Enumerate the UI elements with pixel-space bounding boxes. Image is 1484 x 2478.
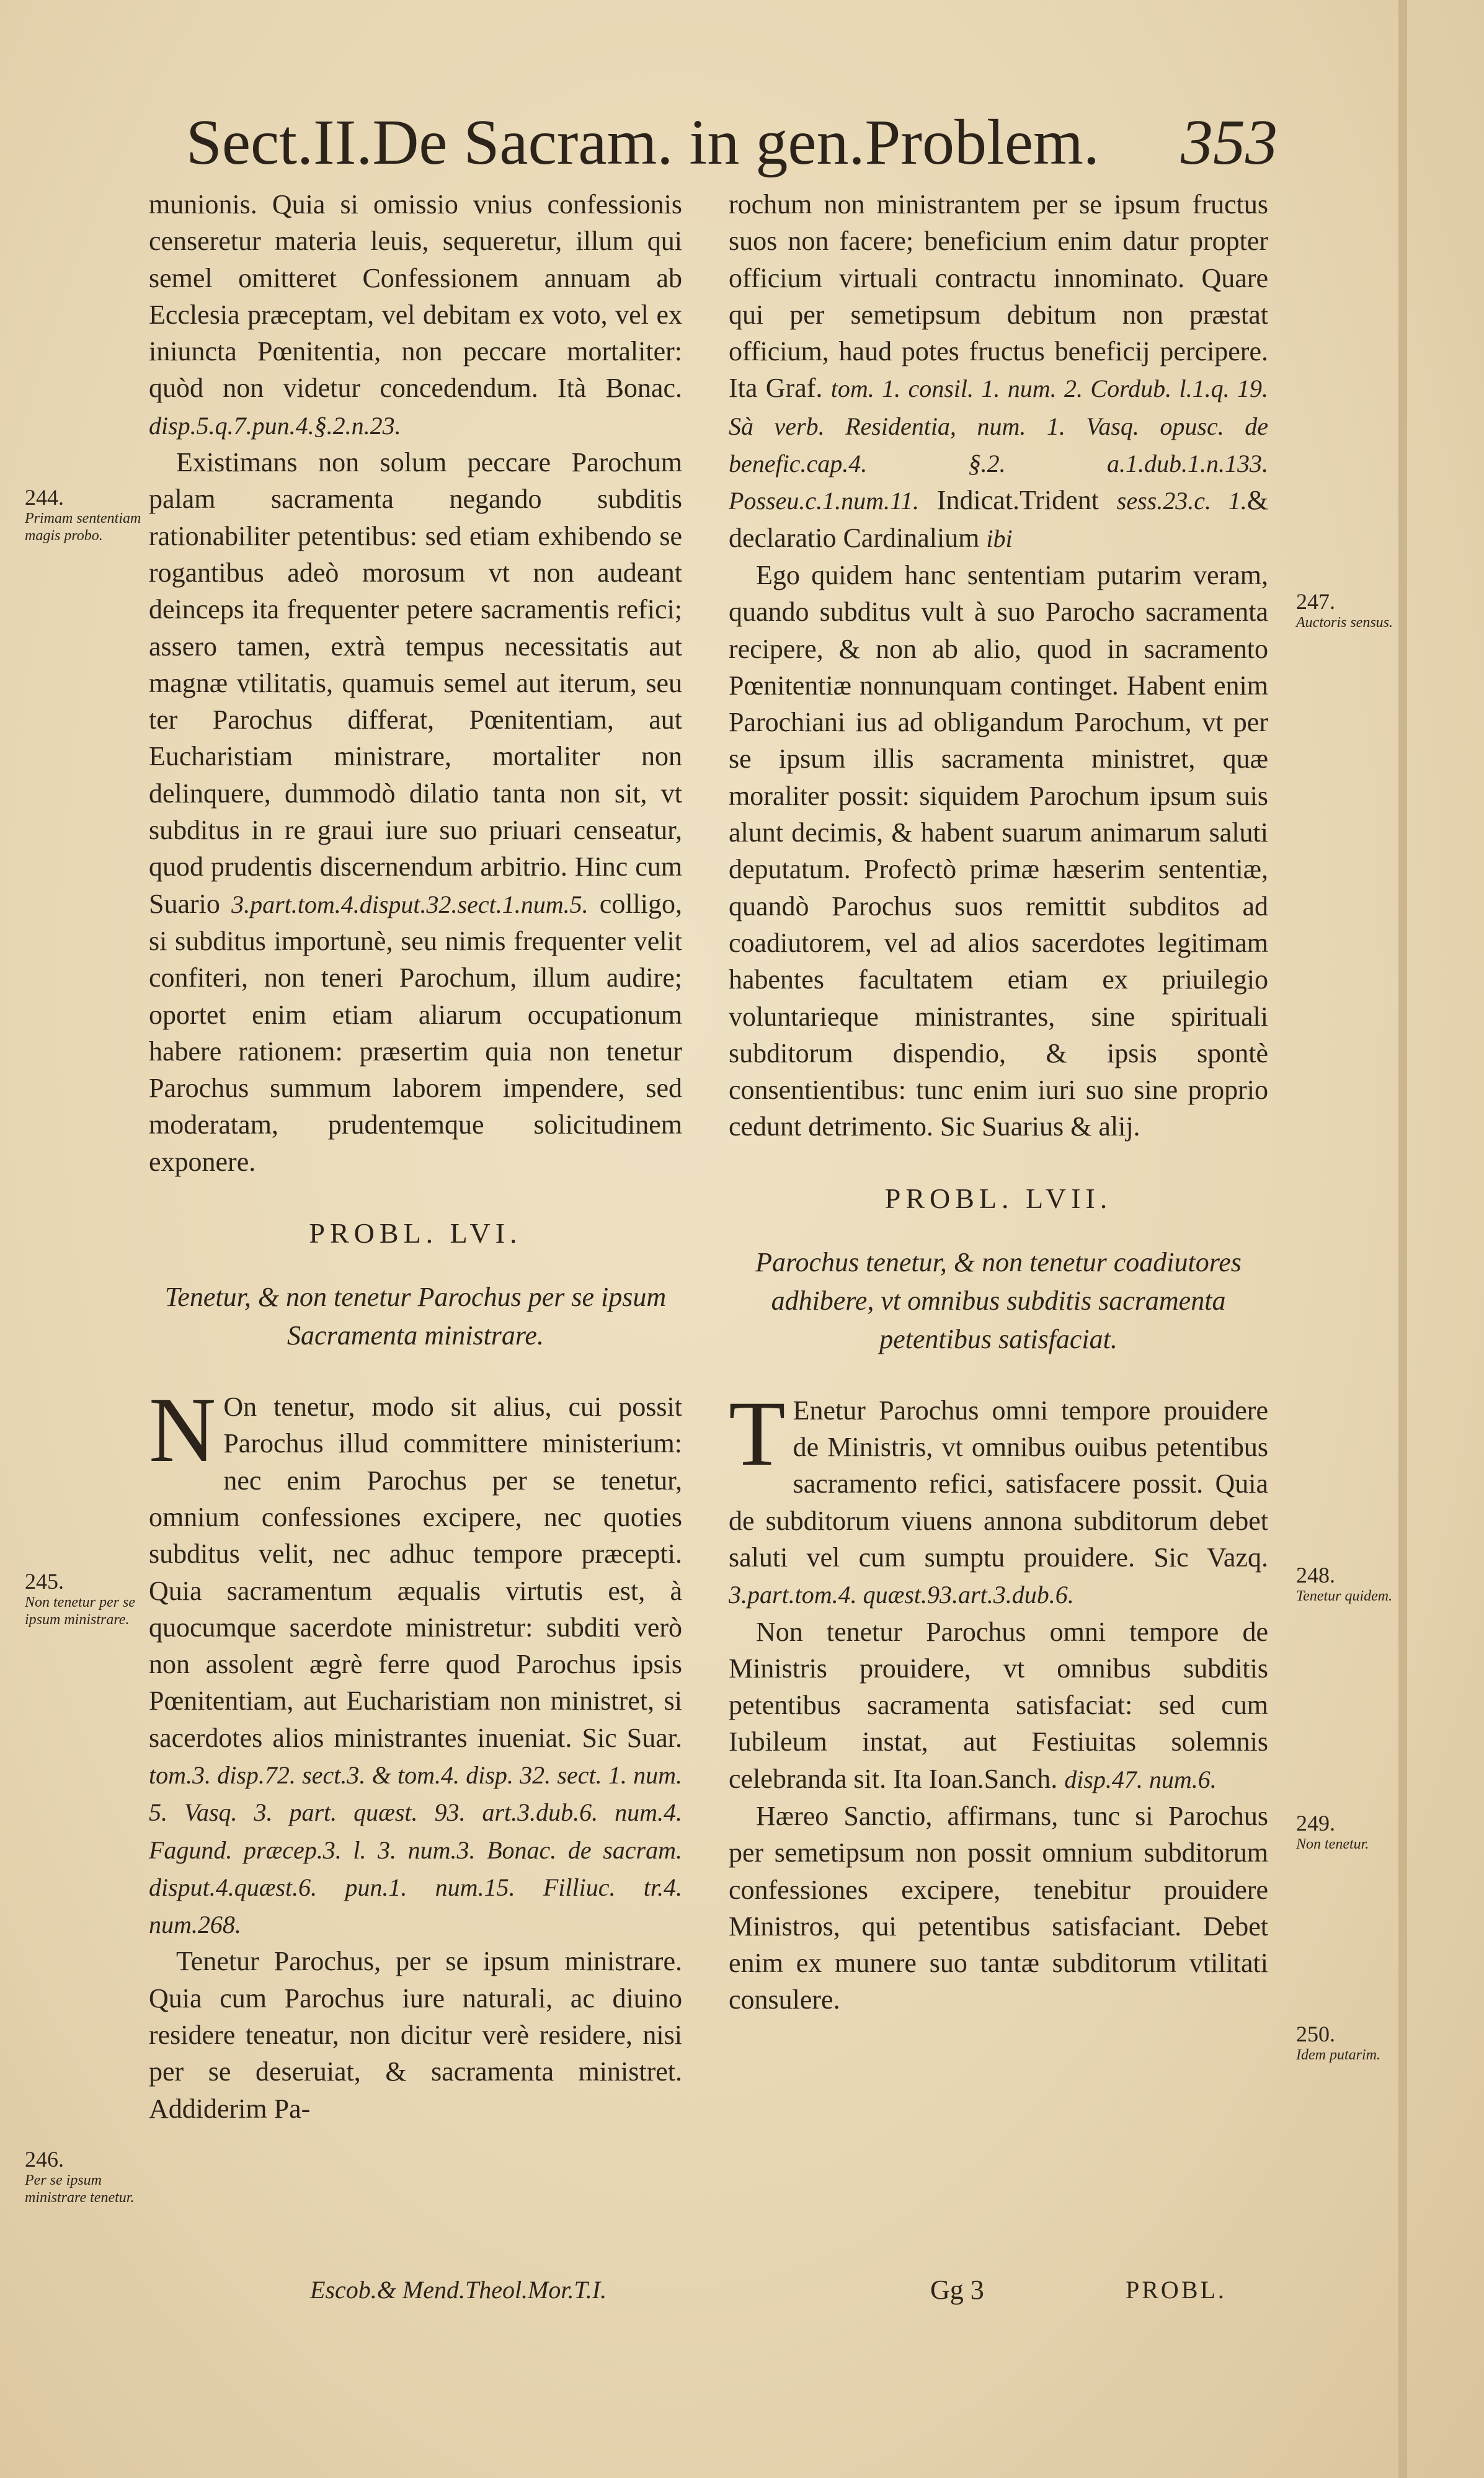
text: & declaratio Cardinalium [729,485,1268,553]
paragraph [149,1379,682,1943]
text: rochum non ministrantem per se ipsum fructus suos non facere; beneficium enim datur propter officium virtuali contractu innominato. Quare qui per semetipsum debitum non præstat officium, haud potes fructus beneficij percipere. Ita Graf. [729,189,1268,404]
spacer [729,1359,1268,1392]
right-column [729,186,1268,2018]
citation: disp.5.q.7.pun.4.§.2.n.23. [149,411,401,440]
problem-title: Tenetur, & non tenetur Parochus per se ipsum Sacramenta ministrare. [164,1282,667,1351]
paragraph [729,1614,1268,1798]
note-text: Non tenetur. [1296,1836,1369,1852]
catchword: PROBL. [1126,2276,1227,2304]
page-edge-shadow [1398,0,1407,2478]
running-header [186,102,1277,183]
note-text: Primam sententiam magis probo. [25,510,141,544]
spacer [149,1253,682,1278]
note-text: Idem putarim. [1296,2047,1380,2063]
note-text: Non tenetur per se ipsum ministrare. [25,1594,135,1628]
paragraph [149,444,682,1180]
spacer [729,1219,1268,1243]
note-text: Tenetur quidem. [1296,1588,1393,1604]
margin-note [25,2147,149,2206]
spacer [149,1355,682,1388]
margin-note [25,485,149,544]
citation: ibi [986,524,1013,553]
citation: tom.3. disp.72. sect.3. & tom.4. disp. 32. sect. 1. num. 5. Vasq. 3. part. quæst. 93. art.3.dub.6. num.4. Fagund. præcep.3. l. 3. num.3. Bonac. de sacram. disput.4.quæst.6. pun.1. num.15. Filliuc. tr.4. num.268. [149,1761,682,1939]
text: Hæreo Sanctio, affirmans, tunc si Parochus per semetipsum non possit omnium subditorum confessiones excipere, tenebitur prouidere Ministros, qui petentibus satisfaciant. Debet enim ex munere suo tantæ subditorum vtilitati consulere. [729,1800,1268,2015]
note-number: 245. [25,1569,64,1594]
page-number: 353 [1181,107,1277,178]
problem-heading: PROBL. LVI. [309,1217,522,1250]
header-title: Sect.II.De Sacram. in gen.Problem. [186,107,1100,178]
note-number: 248. [1296,1563,1335,1588]
drop-cap: N [149,1379,216,1482]
text: On tenetur, modo sit alius, cui possit Parochus illud committere ministerium: nec enim Parochus per se tenetur, omnium confessiones excipere, nec quoties subditus velit, nec adhuc tempore præcepti. Quia sacramentum æqualis virtutis est, à quocumque sacerdote ministretur: subditi verò non assolent ægrè ferre quod Parochus ipsis Pœnitentiam, aut Eucharistiam non ministret, si sacerdotes alios ministrantes inueniat. Sic Suar. [149,1392,682,1753]
citation: 3.part.tom.4.disput.32.sect.1.num.5. [231,890,589,918]
footer-author: Escob.& Mend.Theol.Mor.T.I. [310,2276,607,2304]
note-text: Per se ipsum ministrare tenetur. [25,2172,135,2206]
text: colligo, si subditus importunè, seu nimis frequenter velit confiteri, non teneri Parochum, illum audire; oportet enim etiam aliarum occupationum habere rationem: præsertim quia non tenetur Parochus summum laborem impendere, sed moderatam, prudentemque solicitudinem exponere. [149,888,682,1177]
note-number: 244. [25,485,64,510]
text: Indicat.Trident [919,485,1117,516]
citation: 3.part.tom.4. quæst.93.art.3.dub.6. [729,1581,1074,1609]
margin-note [1296,1811,1395,1853]
paragraph [149,1943,682,2126]
margin-note [1296,2022,1395,2064]
paragraph [729,1798,1268,2018]
paragraph [149,186,682,444]
margin-note [25,1569,149,1628]
margin-note [1296,589,1395,631]
text: Existimans non solum peccare Parochum palam sacramenta negando subditis rationabiliter petentibus: sed etiam exhibendo se rogantibus adeò morosum vt non audeant deinceps ita frequenter petere sacramentis refici; assero tamen, extrà tempus necessitatis aut magnæ vtilitatis, quamuis semel aut iterum, seu ter Parochus differat, Pœnitentiam, aut Eucharistiam ministrare, mortaliter non delinquere, dummodò dilatio tanta non sit, vt subditus in re graui iure suo priuari censeatur, quod prudentis discernendum arbitrio. Hinc cum Suario [149,447,682,919]
text: Enetur Parochus omni tempore prouidere de Ministris, vt omnibus ouibus petentibus sacramento refici, satisfacere possit. Quia de subditorum viuens annona subditorum debet saluti vel cum sumptu prouidere. Sic Vazq. [729,1395,1268,1573]
drop-cap: T [729,1382,786,1485]
paragraph [729,1382,1268,1614]
note-number: 246. [25,2147,64,2172]
note-number: 250. [1296,2022,1335,2046]
paragraph [729,186,1268,557]
citation: tom. 1. consil. 1. num. 2. Cordub. l.1.q. 19. Sà verb. Residentia, num. 1. Vasq. opusc. de benefic.cap.4. §.2. a.1.dub.1.n.133. Posseu.c.1.num.11. [729,375,1268,515]
problem-heading: PROBL. LVII. [884,1182,1113,1214]
spacer [149,1180,682,1214]
note-text: Auctoris sensus. [1296,615,1393,631]
text: Non tenetur Parochus omni tempore de Ministris prouidere, vt omnibus subditis petentibus sacramenta satisfaciat: sed cum Iubileum instat, aut Festiuitas solemnis celebranda sit. Ita Ioan.Sanch. [729,1616,1268,1794]
text: Tenetur Parochus, per se ipsum ministrare. Quia cum Parochus iure naturali, ac diuino residere teneatur, non dicitur verè residere, nisi per se deseruiat, & sacramenta ministret. Addiderim Pa- [149,1946,682,2124]
note-number: 249. [1296,1811,1335,1836]
paragraph [729,557,1268,1145]
citation: disp.47. num.6. [1064,1765,1217,1793]
note-number: 247. [1296,589,1335,614]
text: Ego quidem hanc sententiam putarim veram, quando subditus vult à suo Parocho sacramenta recipere, & non ab alio, quod in sacramento Pœnitentiæ nonnunquam continget. Habent enim Parochiani ius ad obligandum Parochum, vt per se ipsum illis sacramenta ministret, quæ moraliter possit: siquidem Parochum ipsum suis alunt decimis, & habent suarum animarum saluti deputatum. Profectò primæ hæserim sententiæ, quandò Parochus suos remittit subditos ad coadiutorem, vel ad alios sacerdotes legitimam habentes facultatem etiam ex priuilegio voluntarieque ministrantes, sine spirituali subditorum dispendio, & ipsis spontè consentientibus: tunc enim iuri suo sine proprio cedunt detrimento. Sic Suarius & alij. [729,559,1268,1142]
problem-title: Parochus tenetur, & non tenetur coadiutores adhibere, vt omnibus subditis sacramenta petentibus satisfaciat. [755,1246,1242,1354]
signature-mark: Gg 3 [930,2275,984,2305]
text: munionis. Quia si omissio vnius confessionis censeretur materia leuis, sequeretur, illum qui semel omitteret Confessionem annuam ab Ecclesia præceptam, vel debitam ex voto, vel ex iniuncta Pœnitentia, non peccare mortaliter: quòd non videtur concedendum. Ità Bonac. [149,189,682,404]
margin-note [1296,1563,1395,1605]
citation: sess.23.c. 1. [1116,487,1247,515]
spacer [729,1145,1268,1179]
left-column [149,186,682,2127]
